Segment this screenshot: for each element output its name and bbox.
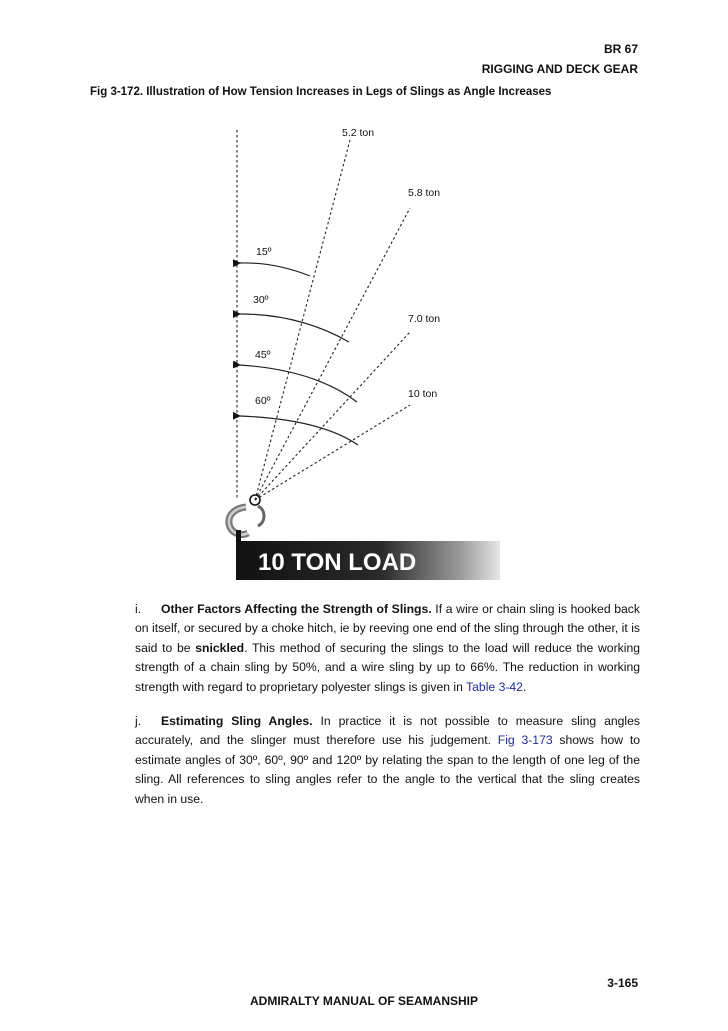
sling-leg-45 (255, 332, 410, 500)
header-code: BR 67 (603, 42, 638, 56)
hook-icon (229, 495, 264, 546)
header-subtitle: RIGGING AND DECK GEAR (481, 62, 638, 76)
footer-title: ADMIRALTY MANUAL OF SEAMANSHIP (250, 994, 478, 1008)
sling-leg-30 (255, 208, 410, 500)
para-j-text-1: In practice it is not possible to measure sling angles accurately, and the slinger must therefore use his judgement. (135, 714, 640, 748)
para-i-number: i. (135, 602, 142, 616)
angle-arc-15 (240, 263, 310, 276)
tension-label-5-2: 5.2 ton (342, 127, 375, 139)
para-i-bold-term: snickled (195, 640, 245, 655)
tension-label-7-0: 7.0 ton (408, 313, 441, 325)
para-i-text-3: . (522, 679, 527, 694)
angle-label-60: 60º (255, 395, 271, 407)
angle-label-45: 45º (255, 349, 271, 361)
para-i-title: Other Factors Affecting the Strength of Slings. (161, 602, 432, 616)
page-number: 3-165 (607, 976, 638, 990)
fig-3-173-link[interactable]: Fig 3-173 (497, 733, 553, 748)
para-i-text-1: If a wire or chain sling is hooked back on itself, or secured by a choke hitch, ie by reeving one end of the sling through the other, it is said to be (135, 602, 640, 655)
sling-leg-15 (255, 140, 350, 500)
tension-label-10: 10 ton (408, 388, 438, 400)
para-j-title: Estimating Sling Angles. (161, 714, 313, 728)
paragraph-j (135, 712, 640, 809)
para-j-text-2: shows how to estimate angles of 30º, 60º, 90º and 120º by relating the span to the length of one leg of the sling. All references to sling angles refer to the angle to the vertical that the sling creates when in use. (135, 733, 640, 806)
figure-caption: Fig 3-172. Illustration of How Tension Increases in Legs of Slings as Angle Increases (90, 86, 552, 98)
load-label: 10 TON LOAD (258, 549, 417, 576)
angle-label-15: 15º (256, 246, 272, 258)
angle-arc-60 (240, 416, 358, 445)
para-i-text-2: . This method of securing the slings to the load will reduce the working strength of a chain sling by 50%, and a wire sling by up to 66%. The reduction in working strength with regard to proprietary polyester slings is given in (135, 640, 640, 694)
para-j-number: j. (135, 714, 142, 728)
angle-arc-30 (240, 314, 349, 342)
tension-label-5-8: 5.8 ton (408, 187, 441, 199)
table-3-42-link[interactable]: Table 3-42 (466, 679, 523, 694)
angle-label-30: 30º (253, 294, 269, 306)
paragraph-i (135, 600, 640, 697)
